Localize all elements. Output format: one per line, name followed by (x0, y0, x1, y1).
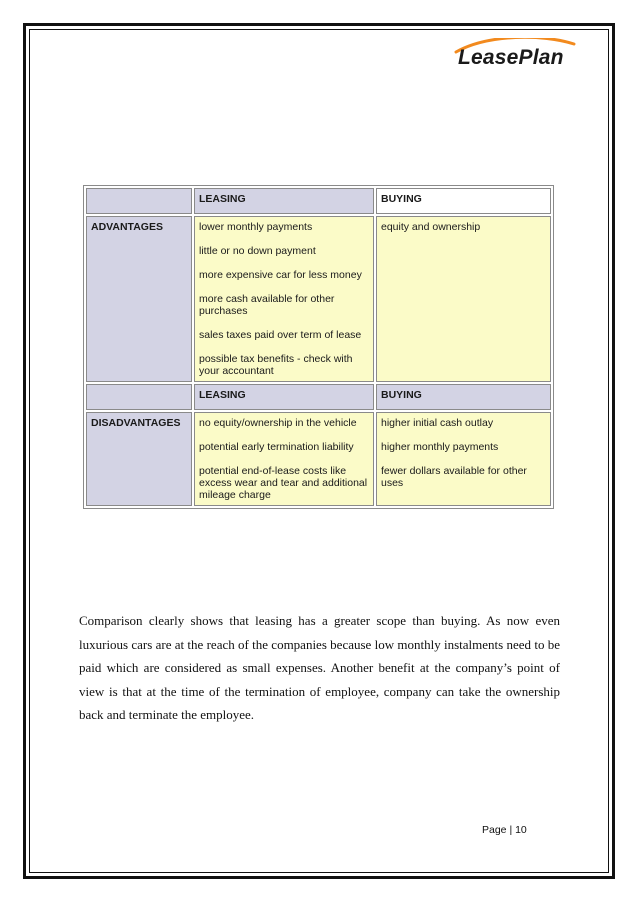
list-item: lower monthly payments (199, 221, 313, 233)
table-header-row (86, 188, 551, 214)
table-row (86, 412, 551, 506)
leaseplan-logo (448, 38, 576, 78)
list-item: higher monthly payments (381, 441, 499, 453)
advantages-label: ADVANTAGES (86, 216, 192, 382)
page-number: Page | 10 (482, 824, 527, 836)
header-empty-cell (86, 384, 192, 410)
comparison-table (83, 185, 554, 509)
disadvantages-leasing-cell (194, 412, 374, 506)
list-item: little or no down payment (199, 245, 316, 257)
list-item: equity and ownership (381, 221, 481, 233)
advantages-buying-cell (376, 216, 551, 382)
header-empty-cell (86, 188, 192, 214)
list-item: fewer dollars available for other uses (381, 465, 527, 489)
list-item: possible tax benefits - check with your accountant (199, 353, 353, 377)
body-paragraph: Comparison clearly shows that leasing has a greater scope than buying. As now even luxurious cars are at the reach of the companies because low monthly instalments need to be paid which are considered as small expenses. Another benefit at the company’s point of view is that at the time of the termination of employee, company can take the ownership back and terminate the employee. (79, 613, 560, 722)
list-item: potential end-of-lease costs like excess wear and tear and additional mileage charge (199, 465, 368, 501)
list-item: higher initial cash outlay (381, 417, 494, 429)
list-item: more expensive car for less money (199, 269, 362, 281)
list-item: no equity/ownership in the vehicle (199, 417, 357, 429)
header-leasing: LEASING (194, 188, 374, 214)
advantages-leasing-cell (194, 216, 374, 382)
table-row (86, 216, 551, 382)
list-item: potential early termination liability (199, 441, 354, 453)
logo-text: LeasePlan (458, 46, 564, 69)
disadvantages-label: DISADVANTAGES (86, 412, 192, 506)
header-buying: BUYING (376, 188, 551, 214)
header-leasing: LEASING (194, 384, 374, 410)
list-item: more cash available for other purchases (199, 293, 335, 317)
table-header-row (86, 384, 551, 410)
header-buying: BUYING (376, 384, 551, 410)
list-item: sales taxes paid over term of lease (199, 329, 362, 341)
disadvantages-buying-cell (376, 412, 551, 506)
